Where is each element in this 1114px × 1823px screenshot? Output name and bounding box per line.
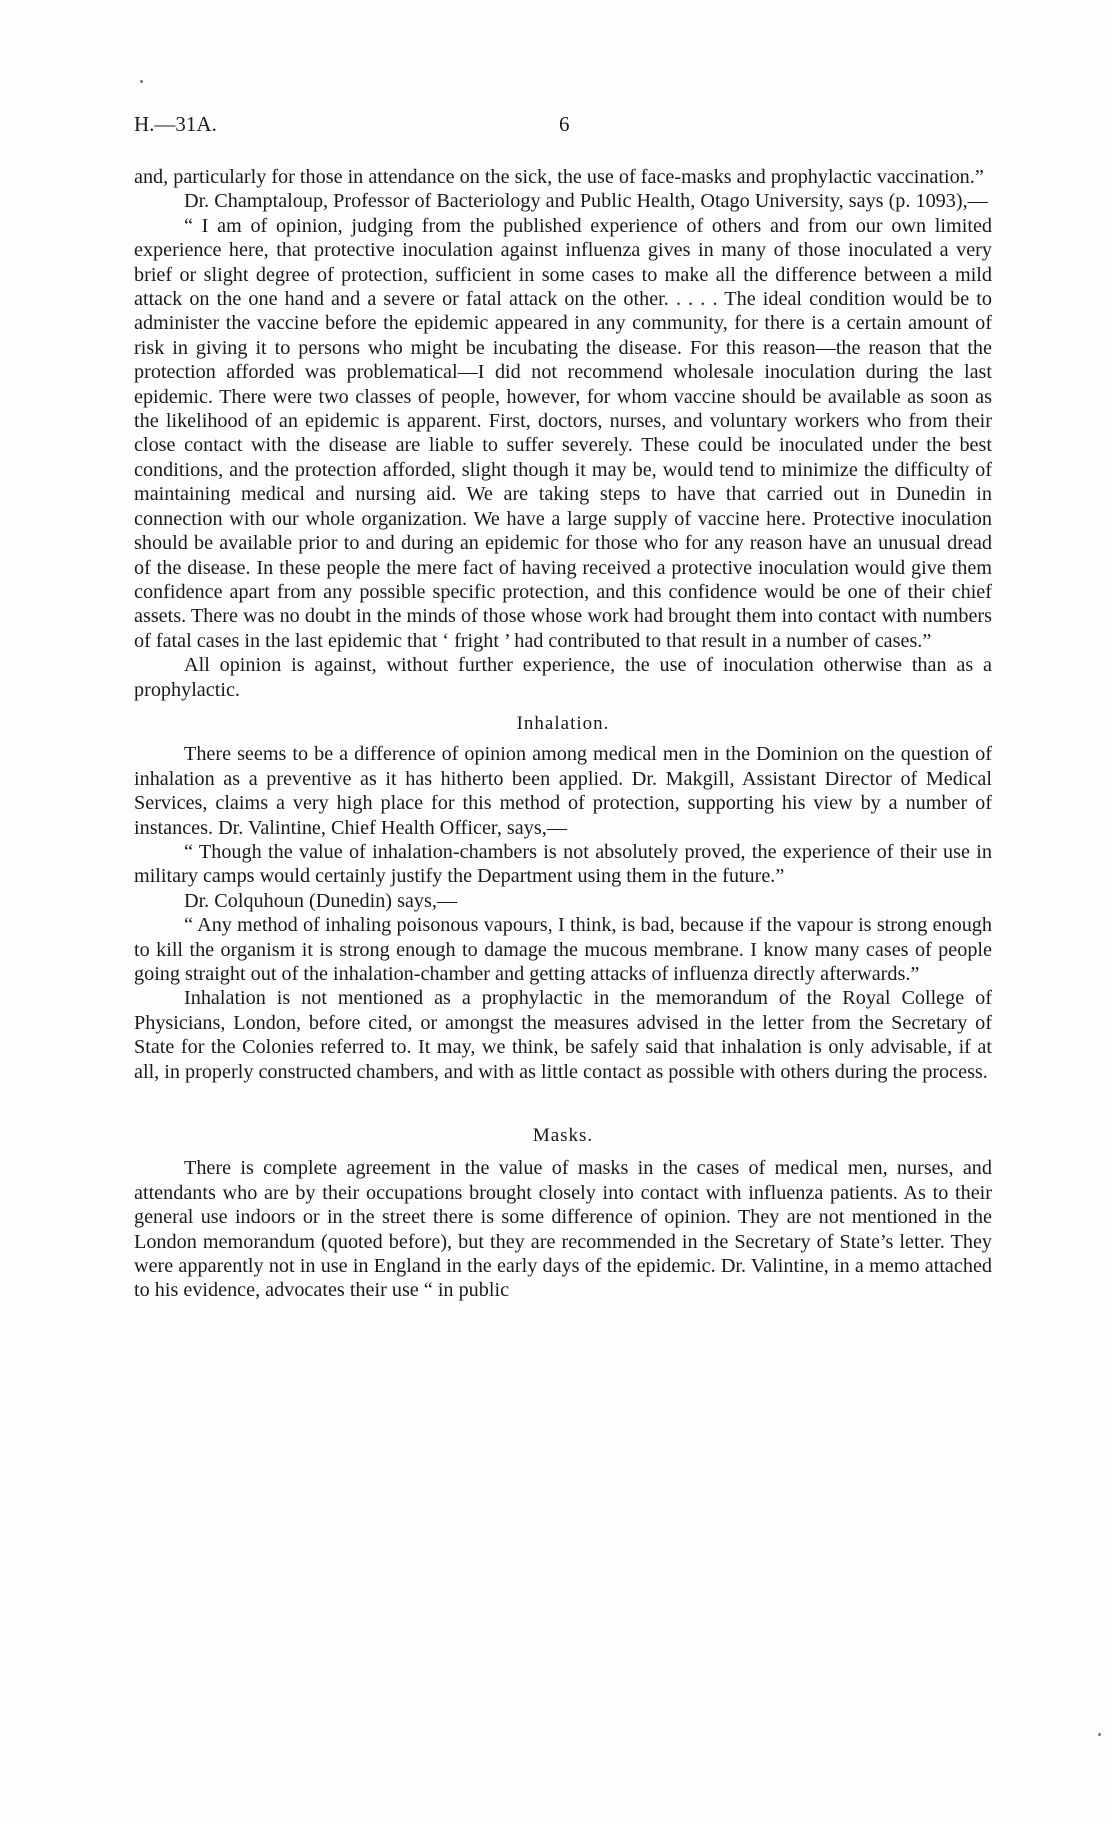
paragraph: and, particularly for those in attendance on the sick, the use of face-masks and prophylactic vaccination.” [134, 166, 984, 188]
document-code: H.—31A. [134, 112, 217, 136]
document-body [134, 165, 992, 1303]
quoted-paragraph: “ Though the value of inhalation-chambers is not absolutely proved, the experience of their use in military camps would certainly justify the Department using them in the future.” [134, 840, 992, 888]
section-heading-masks: Masks. [532, 1125, 594, 1147]
quoted-paragraph: “ I am of opinion, judging from the published experience of others and from our own limited experience here, that protective inoculation against influenza gives in many of those inoculated a very brief or slight degree of protection, sufficient in some cases to make all the difference between a mild attack on the one hand and a severe or fatal attack on the other. . . . . The ideal condition would be to administer the vaccine before the epidemic appeared in any community, for there is a certain amount of risk in giving it to persons who might be incubating the disease. For this reason—the reason that the protection afforded was problematical—I did not recommend wholesale inoculation during the last epidemic. There were two classes of people, however, for whom vaccine should be available as soon as the likelihood of an epidemic is apparent. First, doctors, nurses, and voluntary workers who from their close contact with the disease are liable to suffer severely. These could be inoculated under the best conditions, and the protection afforded, slight though it may be, would tend to minimize the difficulty of maintaining medical and nursing aid. We are taking steps to have that carried out in Dunedin in connection with our whole organization. We have a large supply of vaccine here. Protective inoculation should be available prior to and during an epidemic for those who for any reason have an unusual dread of the disease. In these people the mere fact of having received a protective inoculation would give them confidence apart from any possible specific protection, and this confidence would be one of their chief assets. There was no doubt in the minds of those whose work had brought them into contact with numbers of fatal cases in the last epidemic that ‘ fright ’ had contributed to that result in a number of cases.” [134, 214, 992, 652]
paragraph: All opinion is against, without further experience, the use of inoculation otherwise than as a prophylactic. [134, 654, 992, 701]
paragraph: Dr. Colquhoun (Dunedin) says,— [184, 889, 458, 912]
paragraph: There seems to be a difference of opinion among medical men in the Dominion on the question of inhalation as a preventive as it has hitherto been applied. Dr. Makgill, Assistant Director of Medical Services, claims a very high place for this method of protection, supporting his view by a number of instances. Dr. Valintine, Chief Health Officer, says,— [134, 743, 992, 839]
paragraph: Inhalation is not mentioned as a prophylactic in the memorandum of the Royal College of Physicians, London, before cited, or amongst the measures advised in the letter from the Secretary of State for the Colonies referred to. It may, we think, be safely said that inhalation is only advisable, if at all, in properly constructed chambers, and with as little contact as possible with others during the process. [134, 987, 992, 1083]
page-number: 6 [559, 112, 570, 136]
paragraph: Dr. Champtaloup, Professor of Bacteriology and Public Health, Otago University, says (p. 1093),— [184, 190, 988, 213]
quoted-paragraph: “ Any method of inhaling poisonous vapours, I think, is bad, because if the vapour is strong enough to kill the organism it is strong enough to damage the mucous membrane. I know many cases of people going straight out of the inhalation-chamber and getting attacks of influenza directly afterwards.” [134, 914, 992, 985]
scan-speck [140, 80, 143, 83]
paragraph: There is complete agreement in the value of masks in the cases of medical men, nurses, and attendants who are by their occupations brought closely into contact with influenza patients. As to their general use indoors or in the street there is some difference of opinion. They are not mentioned in the London memorandum (quoted before), but they are recommended in the Secretary of State’s letter. They were apparently not in use in England in the early days of the epidemic. Dr. Valintine, in a memo attached to his evidence, advocates their use “ in public [134, 1157, 992, 1302]
scan-speck [1098, 1733, 1101, 1736]
section-heading-inhalation: Inhalation. [516, 712, 610, 734]
page-header [134, 112, 992, 142]
